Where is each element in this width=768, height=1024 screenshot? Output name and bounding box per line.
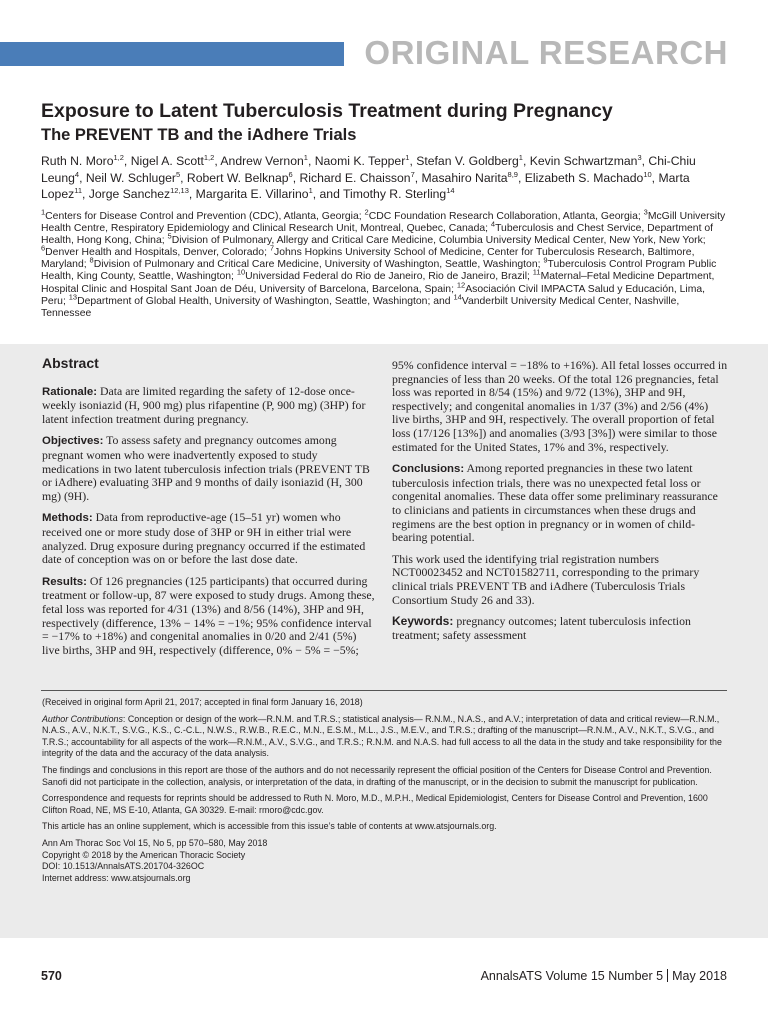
abstract-keywords [392, 615, 728, 642]
author-name: Chi-Chiu Leung [41, 154, 696, 185]
online-supplement: This article has an online supplement, which is accessible from this issue’s table of contents at www.atsjournals.org. [42, 821, 497, 832]
affiliation-marker: 8 [89, 255, 94, 265]
author-name: Timothy R. Sterling [343, 187, 447, 201]
affiliation-text: Universidad Federal do Rio de Janeiro, Rio de Janeiro, Brazil; [245, 271, 530, 283]
author-name: Margarita E. Villarino [195, 187, 309, 201]
affiliation-marker: 7 [269, 243, 275, 253]
header-accent-bar [0, 42, 344, 66]
affiliation-text: Tuberculosis Control Program Public Health, King County, Seattle, Washington; [41, 259, 717, 283]
author-name: Richard E. Chaisson [299, 170, 411, 185]
author-affiliation-ref: 4 [74, 169, 80, 179]
notes-divider [41, 690, 727, 691]
author-affiliation-ref: 1 [308, 185, 313, 195]
author-affiliation-ref: 7 [410, 169, 415, 179]
disclaimer: The findings and conclusions in this report are those of the authors and do not necessarily represent the official position of the Centers for Disease Control and Prevention. Sanofi did not participate in the collection, analysis, or interpretation of the data, in drafting of the manuscript, or in the decision to submit the manuscript for publication. [42, 764, 712, 787]
issue-date: May 2018 [672, 969, 727, 983]
conclusions-label: Conclusions: [392, 463, 465, 476]
keywords-text: pregnancy outcomes; latent tuberculosis infection treatment; safety assessment [392, 614, 691, 642]
methods-label: Methods: [42, 512, 93, 525]
author-name: Elizabeth S. Machado [524, 170, 644, 185]
author-name: Ruth N. Moro [41, 154, 114, 168]
affiliation-text: Division of Pulmonary, Allergy and Critical Care Medicine, Columbia University Medical Center, New York, New York; [171, 235, 706, 247]
section-tag: ORIGINAL RESEARCH [364, 34, 728, 71]
rationale-text: Data are limited regarding the safety of 12-dose once-weekly isoniazid (H, 900 mg) plus rifapentine (P, 900 mg) (3HP) for latent infection treatment during pregnancy. [42, 383, 366, 426]
author-name: Kevin Schwartzman [529, 154, 638, 168]
author-list: Ruth N. Moro$^{1,2}$, Nigel A. Scott$^{1,2}$, Andrew Vernon$^1$, Naomi K. Tepper$^1$, Stefan V. Goldberg$^1$, Kevin Schwartzman$^3$, Chi-Chiu Leung$^4$, Neil W. Schluger$^5$, Robert W. Belknap$^6$, Richard E. Chaisson$^7$, Masahiro Narita$^{8,9}$, Elizabeth S. Machado$^{10}$, Marta Lopez$^{11}$, Jorge Sanchez$^{12,13}$, Margarita E. Villarino$^1$, and Timothy R. Sterling$^{14}$ [41, 152, 696, 201]
abstract-results [42, 575, 377, 658]
affiliation-marker: 13 [68, 292, 78, 302]
conclusions-text: Among reported pregnancies in these two latent tuberculosis infection trials, there was no unexpected fetal loss or congenital anomalies. These data offer some preliminary reassurance to clinicians and patients in circumstances when these drugs and regimens are the best option in pregnancy or in women of child-bearing potential. [392, 461, 718, 545]
rationale-label: Rationale: [42, 385, 98, 398]
author-affiliation-ref: 3 [637, 152, 642, 162]
affiliation-marker: 9 [543, 255, 548, 265]
correspondence: Correspondence and requests for reprints should be addressed to Ruth N. Moro, M.D., M.P.H., Medical Epidemiologist, Centers for Disease Control and Prevention, 1600 Clifton Road, NE, MS E-10, Atlanta, GA 30329. E-mail: rmoro@cdc.gov. [42, 793, 708, 815]
abstract-objectives [42, 434, 377, 503]
affiliation-text: Vanderbilt University Medical Center, Nashville, Tennessee [41, 295, 680, 319]
internet-address: Internet address: www.atsjournals.org [42, 872, 191, 883]
article-notes [42, 697, 728, 884]
journal-footer [481, 969, 727, 983]
affiliations [41, 207, 731, 320]
author-affiliation-ref: 5 [175, 169, 181, 179]
doi: DOI: 10.1513/AnnalsATS.201704-326OC [42, 861, 205, 872]
author-name: Robert W. Belknap [186, 170, 289, 185]
affiliation-text: Division of Pulmonary and Critical Care Medicine, University of Washington, Seattle, Washington; [93, 259, 541, 271]
affiliation-text: Denver Health and Hospitals, Denver, Colorado; [45, 247, 267, 259]
affiliation-text: Department of Global Health, University of Washington, Seattle, Washington; and [77, 295, 451, 307]
author-name: Nigel A. Scott [130, 154, 204, 168]
objectives-text: To assess safety and pregnancy outcomes among pregnant women who were inadvertently exposed to study medications in two latent tuberculosis infection trials (PREVENT TB or iAdhere) evaluating 3HP and 9 months of daily isoniazid (H, 300 mg) (9H). [42, 433, 370, 503]
author-name: Stefan V. Goldberg [416, 154, 519, 168]
contributions-label: Author Contributions [42, 713, 123, 724]
author-affiliation-ref: 14 [446, 185, 455, 195]
author-name: Marta Lopez [41, 170, 690, 201]
affiliation-text: Tuberculosis and Chest Service, Department of Health, Hong Kong, China; [41, 223, 714, 247]
author-affiliation-ref: 1,2 [203, 152, 215, 162]
abstract-methods [42, 511, 377, 566]
trial-registration: This work used the identifying trial registration numbers NCT00023452 and NCT01582711, corresponding to the primary clinical trials PREVENT TB and iAdhere (Tuberculosis Trials Consortium Study 26 and 33). [392, 551, 700, 607]
footer-separator [667, 969, 668, 982]
results-text: Of 126 pregnancies (125 participants) that occurred during treatment or follow-up, 87 were exposed to study drugs. Among these, fetal loss was reported for 4/31 (13%) and 8/56 (14%), 3HP and 9H, respectively (difference, 13% − 14% = −1%; 95% confidence interval = −17% to +18%) and congenital anomalies in 0/20 and 2/41 (5%) live births, 3HP and 9H, respectively (difference, 0% − 5% = −5%; [42, 573, 375, 657]
article-subtitle: The PREVENT TB and the iAdhere Trials [41, 126, 357, 144]
methods-text: Data from reproductive-age (15–51 yr) women who received one or more study dose of 3HP or 9H in either trial were analyzed. Drug exposure during pregnancy occurred if the estimated date of conception was on or before the last dose date. [42, 510, 366, 567]
page-number: 570 [41, 969, 62, 983]
affiliation-marker: 6 [41, 243, 46, 253]
affiliation-marker: 2 [364, 207, 369, 217]
author-name: Andrew Vernon [220, 154, 304, 168]
author-name: Naomi K. Tepper [314, 154, 406, 168]
affiliation-text: Asociación Civil IMPACTA Salud y Educación, Lima, Peru; [41, 283, 706, 307]
journal-issue: AnnalsATS Volume 15 Number 5 [480, 969, 664, 983]
affiliation-text: McGill University Health Centre, Respiratory Epidemiology and Clinical Research Unit, Montreal, Quebec, Canada; [41, 211, 726, 235]
author-affiliation-ref: 10 [643, 169, 652, 179]
citation-block [42, 838, 728, 884]
results-continued: 95% confidence interval = −18% to +16%). All fetal losses occurred in pregnancies of less than 20 weeks. Of the total 126 pregnancies, fetal loss was reported in 8/54 (15%) and 9/72 (13%), 3HP and 9H, respectively; and congenital anomalies in 1/37 (3%) and 2/56 (4%) live births, 3HP and 9H, respectively. The overall proportion of fetal loss (17/126 [13%]) and anomalies (3/93 [3%]) were similar to those estimated for the United States, 17% and 3%, respectively. [392, 358, 728, 454]
abstract-rationale [42, 385, 377, 427]
results-label: Results: [42, 575, 87, 588]
abstract-conclusions [392, 462, 728, 545]
received-dates: (Received in original form April 21, 2017; accepted in final form January 16, 2018) [42, 697, 363, 707]
author-affiliation-ref: 1 [405, 152, 410, 162]
abstract-heading: Abstract [42, 355, 99, 371]
affiliation-marker: 1 [41, 207, 46, 217]
author-affiliation-ref: 1,2 [113, 152, 124, 162]
author-affiliation-ref: 11 [74, 185, 83, 195]
objectives-label: Objectives: [42, 435, 104, 448]
copyright: Copyright © 2018 by the American Thoracic Society [42, 849, 246, 860]
abstract-column-left [42, 357, 377, 665]
author-name: Neil W. Schluger [85, 170, 176, 185]
affiliation-text: Centers for Disease Control and Prevention (CDC), Atlanta, Georgia; [45, 211, 362, 222]
contributions-text: : Conception or design of the work—R.N.M. and T.R.S.; statistical analysis— R.N.M., N.A.S., and A.V.; interpretation of data and critical review—R.N.M., N.A.S., A.V., N.K.T., S.V.G., K.S., C.-C.L., N.W.S., R.W.B., R.E.C., M.N., E.S.M., M.L., J.S., M.E.V., and T.R.S.; drafting of the manuscript—R.N.M., A.V., N.K.T., S.V.G., and T.R.S.; accountability for all aspects of the work—R.N.M., A.V., S.V.G., and T.R.S.; R.N.M. and N.A.S. had full access to all the data in the study and take responsibility for the integrity of the data and the accuracy of the data analysis. [42, 713, 722, 759]
affiliation-text: Maternal–Fetal Medicine Department, Hospital Clinic and Hospital Sant Joan de Déu, University of Barcelona, Barcelona, Spain; [41, 271, 715, 295]
affiliation-marker: 5 [167, 231, 172, 241]
keywords-label: Keywords: [392, 614, 454, 629]
author-affiliation-ref: 6 [288, 169, 293, 179]
author-affiliation-ref: 1 [303, 152, 308, 162]
citation: Ann Am Thorac Soc Vol 15, No 5, pp 570–580, May 2018 [42, 837, 268, 848]
affiliation-marker: 12 [456, 280, 466, 290]
affiliation-marker: 3 [643, 207, 648, 217]
author-affiliation-ref: 8,9 [507, 169, 518, 179]
author-affiliation-ref: 12,13 [170, 185, 189, 195]
affiliation-marker: 10 [236, 268, 246, 277]
affiliation-text: CDC Foundation Research Collaboration, Atlanta, Georgia; [368, 211, 641, 222]
affiliation-marker: 4 [490, 219, 496, 229]
affiliation-marker: 14 [453, 292, 462, 302]
affiliation-text: Johns Hopkins University School of Medicine, Center for Tuberculosis Research, Baltimore, Maryland; [41, 247, 695, 271]
affiliation-marker: 11 [532, 268, 541, 277]
article-title: Exposure to Latent Tuberculosis Treatment during Pregnancy [41, 100, 613, 122]
author-affiliation-ref: 1 [518, 152, 523, 162]
author-name: Jorge Sanchez [88, 187, 171, 201]
author-name: Masahiro Narita [421, 170, 508, 185]
abstract-column-right [392, 359, 728, 650]
author-contributions [42, 714, 728, 760]
